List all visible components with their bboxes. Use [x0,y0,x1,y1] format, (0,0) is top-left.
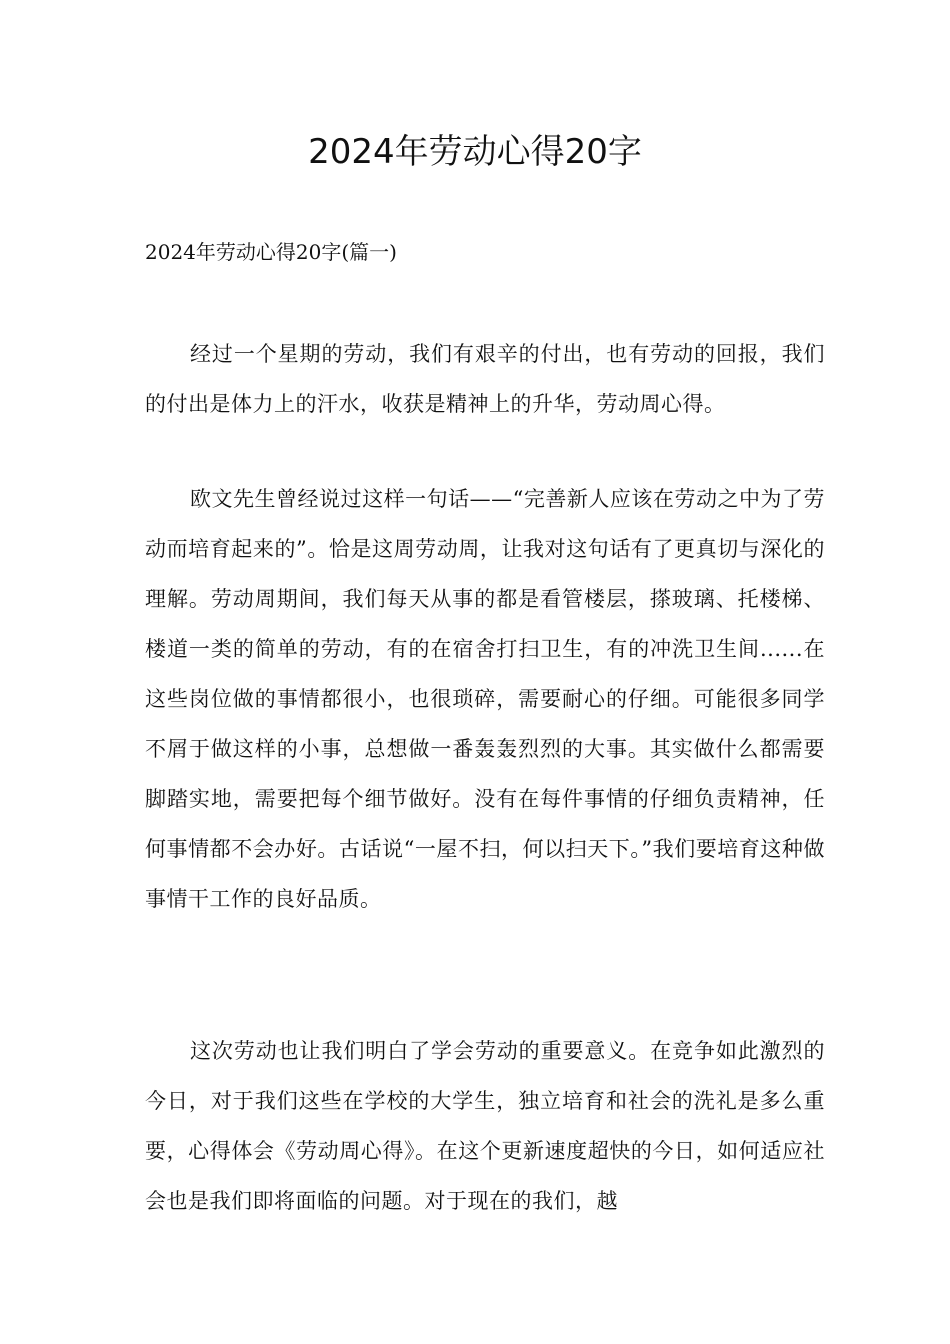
document-title: 2024年劳动心得20字 [308,132,642,172]
paragraph-1: 经过一个星期的劳动，我们有艰辛的付出，也有劳动的回报，我们的付出是体力上的汗水，收获是精神上的升华，劳动周心得。 [145,342,825,416]
paragraph-2: 欧文先生曾经说过这样一句话——“完善新人应该在劳动之中为了劳动而培育起来的”。恰是这周劳动周，让我对这句话有了更真切与深化的理解。劳动周期间，我们每天从事的都是看管楼层，搽玻璃、托楼梯、楼道一类的简单的劳动，有的在宿舍打扫卫生，有的冲洗卫生间......在这些岗位做的事情都很小，也很琐碎，需要耐心的仔细。可能很多同学不屑于做这样的小事，总想做一番轰轰烈烈的大事。其实做什么都需要脚踏实地，需要把每个细节做好。没有在每件事情的仔细负责精神，任何事情都不会办好。古话说“一屋不扫，何以扫天下。”我们要培育这种做事情干工作的良好品质。 [145,487,825,911]
document-subtitle: 2024年劳动心得20字(篇一) [145,240,397,264]
paragraph-3: 这次劳动也让我们明白了学会劳动的重要意义。在竞争如此激烈的今日，对于我们这些在学校的大学生，独立培育和社会的洗礼是多么重要，心得体会《劳动周心得》。在这个更新速度超快的今日，如何适应社会也是我们即将面临的问题。对于现在的我们，越 [145,1039,825,1213]
